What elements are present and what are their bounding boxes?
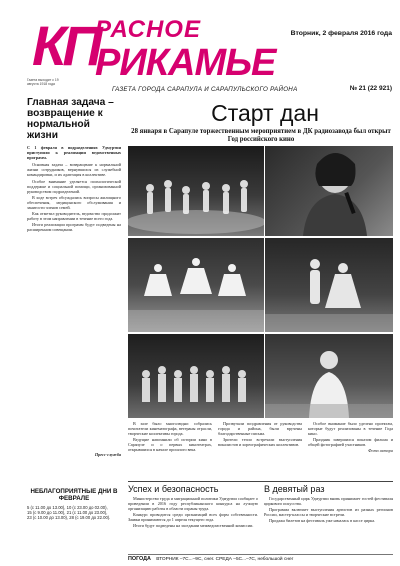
sidebar-box-line: 15 (с 9.00 до 11.00), 21 (с 11.00 до 23.00),: [27, 510, 108, 516]
masthead-date: Вторник, 2 февраля 2016 года: [290, 30, 392, 37]
left-article-lead: С 1 февраля в подразделениях Удмуртии приступили к реализации ведомственных программ.: [27, 145, 121, 161]
photo-stage-dancers-graphic: [128, 146, 264, 236]
weather-label: ПОГОДА: [128, 556, 151, 562]
bottom-left-body: [128, 496, 258, 530]
left-article: [27, 97, 121, 479]
weather-text: ВТОРНИК –7С...–9С, снег. СРЕДА –5С...–7С, небольшой снег: [156, 557, 294, 562]
bottom-left-paragraph: Конкурс проводится среди организаций всех форм собственности. Заявки принимаются до 1 апреля текущего года.: [128, 512, 258, 523]
bottom-left-paragraph: Министерство труда и миграционной политики Удмуртии сообщает о проведении в 2016 году республиканского конкурса на лучшую организацию работы в области охраны труда.: [128, 496, 258, 512]
bottom-right-paragraph: Программа включает выступления артистов из разных регионов России, мастер-классы и творческие встречи.: [264, 507, 393, 518]
photo-choir: [128, 334, 264, 418]
left-article-paragraph: В ходе встреч обсуждались вопросы жилищного обеспечения, медицинского обслуживания и занятости членов семей.: [27, 194, 121, 211]
masthead: [0, 0, 400, 92]
bottom-left-paragraph: Итоги будут подведены на заседании межведомственной комиссии.: [133, 523, 254, 529]
photo-performer-graphic: [265, 334, 393, 418]
main-article-lead: 28 января в Сарапуле торжественным мероприятием в ДК радиозавода был открыт Год российского кино: [131, 128, 391, 143]
photo-performer: [265, 334, 393, 418]
main-article-paragraph: Ведущие напомнили об истории кино в Сарапуле и о первых кинотеатрах, открывшихся в начале прошлого века.: [128, 437, 212, 453]
sidebar-box-line: 23 (с 10.00 до 13.00), 28 (с 19.00 до 22.00).: [27, 515, 111, 521]
photo-singer-graphic: [265, 146, 393, 236]
main-article-col1: [128, 421, 212, 479]
bottom-left-article: [128, 484, 258, 550]
sidebar-box-line: 5 (с 11.00 до 13.00), 10 (с 23.00 до 02.00),: [27, 505, 108, 510]
photo-dance-couple-graphic: [265, 238, 393, 332]
masthead-subtitle: ГАЗЕТА ГОРОДА САРАПУЛА И САРАПУЛЬСКОГО РАЙОНА: [112, 86, 298, 93]
photo-stage-dancers: [128, 146, 264, 236]
masthead-title-word1: РАСНОЕ: [95, 16, 201, 43]
left-article-body: [27, 162, 121, 452]
main-article-title: Старт дан: [211, 100, 319, 126]
sidebar-box: [27, 488, 121, 552]
bottom-right-title: В девятый раз: [264, 484, 325, 494]
section-divider: [128, 481, 393, 482]
left-article-title: Главная задача – возвращение к нормальной жизни: [27, 97, 114, 141]
bottom-right-paragraph: Продажа билетов на фестиваль уже началась в кассе цирка.: [269, 518, 376, 524]
masthead-issue: № 21 (22 921): [349, 85, 392, 92]
main-article-paragraph: Прозвучали поздравления от руководства города и района, были вручены благодарственные письма.: [218, 421, 302, 437]
left-article-paragraph: Особое внимание уделяется психологической поддержке и социальной помощи, организованной руководством подразделений.: [27, 178, 121, 194]
main-article-photo-credit: Фото автора: [368, 448, 393, 454]
masthead-title-word2: РИКАМЬЕ: [95, 42, 276, 84]
masthead-founded-note: Газета выходит с 19 августа 1918 года: [27, 78, 59, 86]
bottom-right-article: [264, 484, 393, 550]
main-article-paragraph: В зале было многолюдно: собрались почитатели кинематографа, ветераны отрасли, творческие коллективы города.: [128, 421, 212, 437]
photo-ballet-group: [128, 238, 264, 332]
bottom-right-body: [264, 496, 393, 524]
bottom-right-paragraph: Государственный цирк Удмуртии вновь принимает гостей фестиваля циркового искусства.: [264, 496, 393, 507]
left-article-paragraph: Итоги реализации программ будут подведены на расширенном совещании.: [27, 222, 121, 233]
weather-strip: [128, 554, 393, 564]
main-article-col2: [218, 421, 302, 479]
bottom-left-title: Успех и безопасность: [128, 484, 219, 494]
photo-ballet-group-graphic: [128, 238, 264, 332]
photo-choir-graphic: [128, 334, 264, 418]
left-article-paragraph: Как отметил руководитель, ведомство продолжит работу в этом направлении в течение всего года.: [27, 211, 121, 222]
photo-dance-couple: [265, 238, 393, 332]
masthead-logo: КП: [32, 14, 99, 77]
main-article-col3: [308, 421, 393, 479]
main-article-paragraph: Особое внимание было уделено проектам, которые будут реализованы в течение Года кино.: [308, 421, 393, 437]
main-article-paragraph: Зрители тепло встречали выступления вокалистов и хореографических коллективов.: [218, 437, 302, 448]
main-article-paragraph: Праздник завершился показом фильма и общей фотографией участников.: [308, 437, 393, 448]
sidebar-box-title: НЕБЛАГОПРИЯТНЫЕ ДНИ В ФЕВРАЛЕ: [30, 488, 118, 502]
left-article-author: Пресс-служба: [94, 452, 121, 458]
left-article-paragraph: Основная задача – возвращение к нормальной жизни сотрудников, вернувшихся из служебной командировки, и их адаптация в коллективе.: [27, 162, 121, 178]
photo-singer: [265, 146, 393, 236]
